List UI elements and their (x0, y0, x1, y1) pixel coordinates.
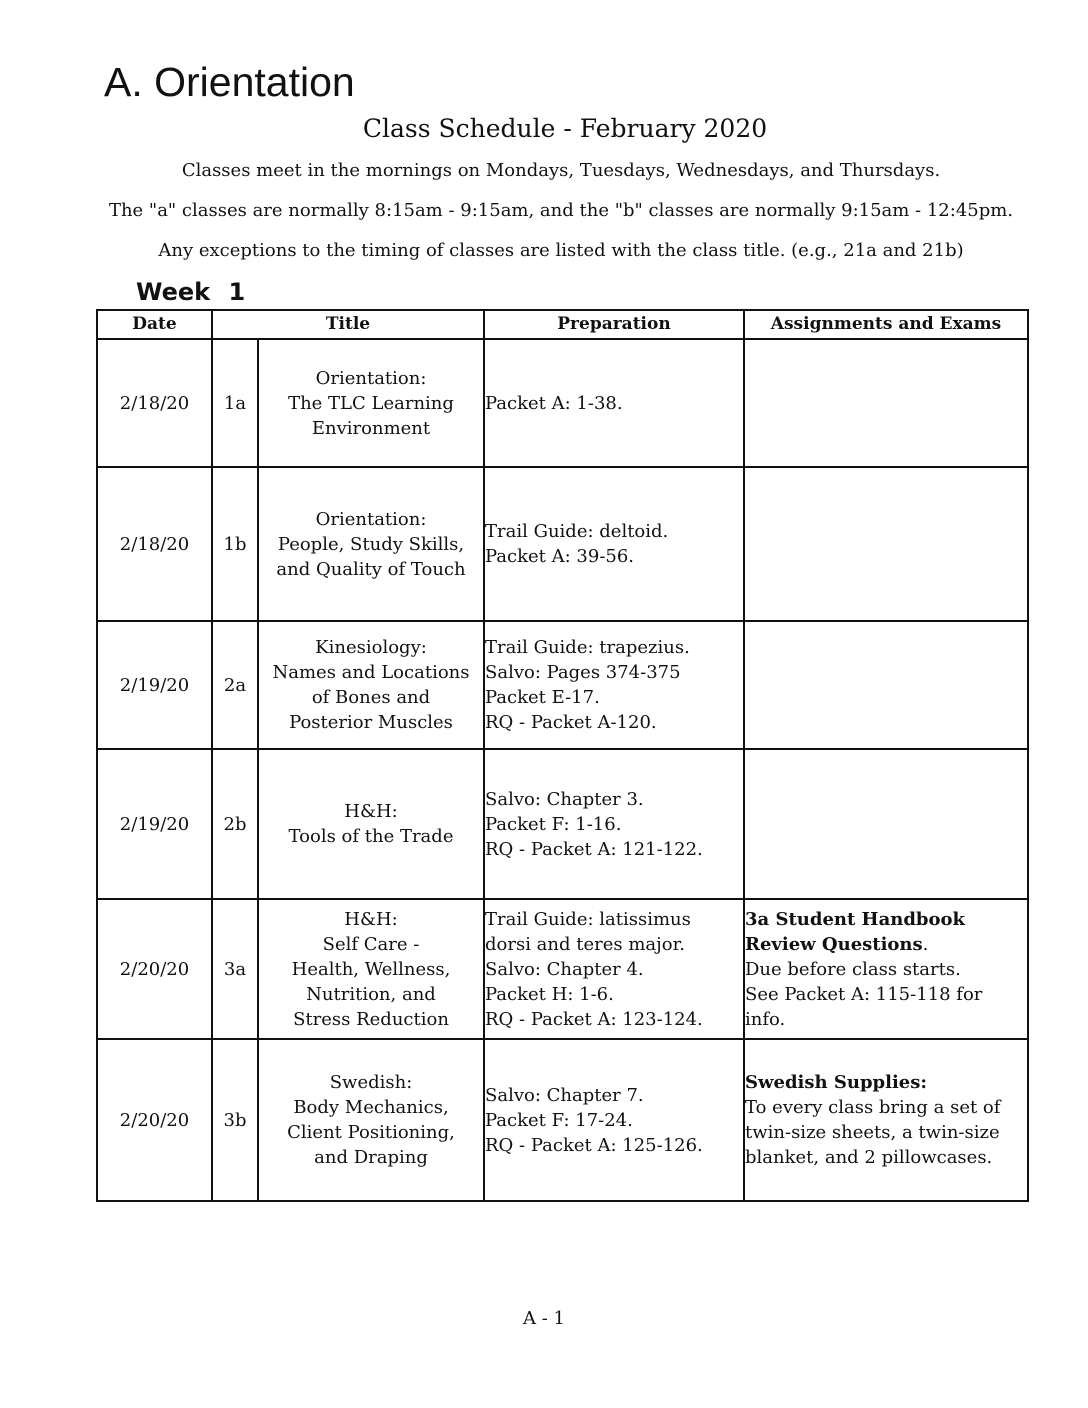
class-number-cell: 2a (212, 621, 258, 749)
class-title-line: Names and Locations (272, 662, 470, 683)
class-title-cell (258, 467, 484, 621)
assignment-heading-line (745, 1070, 1027, 1095)
preparation-line: Packet A: 39-56. (485, 546, 635, 567)
class-number-cell: 1b (212, 467, 258, 621)
preparation-line: Packet H: 1-6. (485, 983, 614, 1005)
class-title-cell (258, 749, 484, 899)
date-cell: 2/19/20 (97, 621, 212, 749)
preparation-cell (484, 749, 744, 899)
class-number-cell: 2b (212, 749, 258, 899)
class-title-line: Nutrition, and (306, 983, 436, 1005)
preparation-cell (484, 899, 744, 1039)
preparation-line: Salvo: Chapter 4. (485, 958, 644, 980)
preparation-cell (484, 1039, 744, 1201)
preparation-line: Salvo: Chapter 7. (485, 1084, 644, 1106)
preparation-line: Trail Guide: trapezius. (485, 637, 690, 658)
assignment-line: twin-size sheets, a twin-size (745, 1122, 1000, 1143)
assignments-cell (744, 339, 1028, 467)
class-title-line: Swedish: (329, 1072, 413, 1093)
table-row (97, 1039, 1028, 1201)
preparation-line: RQ - Packet A: 125-126. (485, 1134, 703, 1156)
assignment-heading-line (745, 907, 1027, 932)
preparation-line: dorsi and teres major. (485, 933, 685, 955)
preparation-line: Packet F: 1-16. (485, 813, 622, 835)
header-preparation: Preparation (484, 310, 744, 339)
intro-line-meeting-days: Classes meet in the mornings on Mondays, Tuesdays, Wednesdays, and Thursdays. (181, 160, 941, 181)
class-title-line: Posterior Muscles (289, 712, 453, 733)
class-title-line: People, Study Skills, (277, 533, 465, 555)
assignment-line: Due before class starts. (745, 958, 961, 980)
class-title-line: Orientation: (315, 508, 427, 530)
table-row (97, 467, 1028, 621)
class-title-cell (258, 621, 484, 749)
preparation-line: RQ - Packet A-120. (485, 712, 657, 733)
header-title: Title (212, 310, 484, 339)
class-title-cell (258, 339, 484, 467)
class-title-line: Environment (311, 417, 431, 439)
class-title-line: of Bones and (311, 687, 431, 708)
class-title-cell (258, 899, 484, 1039)
header-date: Date (97, 310, 212, 339)
assignment-line: blanket, and 2 pillowcases. (745, 1147, 993, 1168)
assignments-cell (744, 1039, 1028, 1201)
class-number-cell: 3b (212, 1039, 258, 1201)
class-title-line: Tools of the Trade (288, 826, 454, 847)
preparation-line: Salvo: Pages 374-375 (485, 662, 681, 683)
class-title-line: H&H: (344, 801, 398, 822)
table-row (97, 749, 1028, 899)
class-title-cell (258, 1039, 484, 1201)
intro-line-class-times: The "a" classes are normally 8:15am - 9:15am, and the "b" classes are normally 9:15am - 12:45pm. (108, 200, 1014, 221)
table-header-row (97, 310, 1028, 339)
class-title-line: Orientation: (315, 367, 427, 389)
assignments-cell (744, 467, 1028, 621)
preparation-cell (484, 621, 744, 749)
date-cell: 2/19/20 (97, 749, 212, 899)
preparation-cell (484, 339, 744, 467)
date-cell: 2/20/20 (97, 899, 212, 1039)
assignment-line: To every class bring a set of (745, 1097, 1001, 1118)
assignment-line: info. (745, 1008, 786, 1030)
table-row (97, 339, 1028, 467)
assignment-heading-suffix: . (922, 933, 929, 955)
class-title-line: Body Mechanics, (293, 1097, 449, 1118)
date-cell: 2/18/20 (97, 467, 212, 621)
preparation-line: Trail Guide: latissimus (485, 908, 691, 930)
class-title-line: and Quality of Touch (276, 558, 466, 580)
class-title-line: H&H: (344, 908, 398, 930)
assignment-heading-text: Review Questions (745, 933, 923, 955)
preparation-line: Trail Guide: deltoid. (485, 521, 669, 542)
date-cell: 2/18/20 (97, 339, 212, 467)
class-title-line: Kinesiology: (315, 637, 427, 658)
table-row (97, 621, 1028, 749)
assignments-cell (744, 621, 1028, 749)
assignments-cell (744, 749, 1028, 899)
preparation-line: Packet A: 1-38. (485, 392, 623, 414)
preparation-line: Salvo: Chapter 3. (485, 788, 644, 810)
schedule-title: Class Schedule - February 2020 (362, 114, 768, 143)
assignment-heading-text: 3a Student Handbook (745, 908, 965, 930)
intro-line-exceptions: Any exceptions to the timing of classes are listed with the class title. (e.g., 21a and 21b) (158, 240, 964, 261)
class-title-line: Self Care - (322, 933, 420, 955)
preparation-line: RQ - Packet A: 123-124. (485, 1008, 703, 1030)
preparation-cell (484, 467, 744, 621)
assignments-cell (744, 899, 1028, 1039)
schedule-body (97, 339, 1028, 1201)
assignment-line: See Packet A: 115-118 for (745, 983, 983, 1005)
table-row (97, 899, 1028, 1039)
class-title-line: Client Positioning, (287, 1122, 455, 1143)
header-assignments: Assignments and Exams (744, 310, 1028, 339)
preparation-line: Packet F: 17-24. (485, 1109, 633, 1131)
class-number-cell: 3a (212, 899, 258, 1039)
class-title-line: Stress Reduction (293, 1008, 449, 1030)
class-title-line: Health, Wellness, (291, 958, 451, 980)
week-heading: Week 1 (136, 278, 246, 306)
date-cell: 2/20/20 (97, 1039, 212, 1201)
section-title: A. Orientation (104, 59, 355, 105)
schedule-table (96, 309, 1029, 1202)
page-number: A - 1 (523, 1308, 565, 1329)
class-number-cell: 1a (212, 339, 258, 467)
assignment-heading-line (745, 932, 1027, 957)
class-title-line: The TLC Learning (288, 392, 454, 414)
assignment-heading-text: Swedish Supplies: (745, 1072, 928, 1093)
class-title-line: and Draping (314, 1147, 428, 1168)
preparation-line: RQ - Packet A: 121-122. (485, 838, 703, 860)
preparation-line: Packet E-17. (485, 687, 600, 708)
